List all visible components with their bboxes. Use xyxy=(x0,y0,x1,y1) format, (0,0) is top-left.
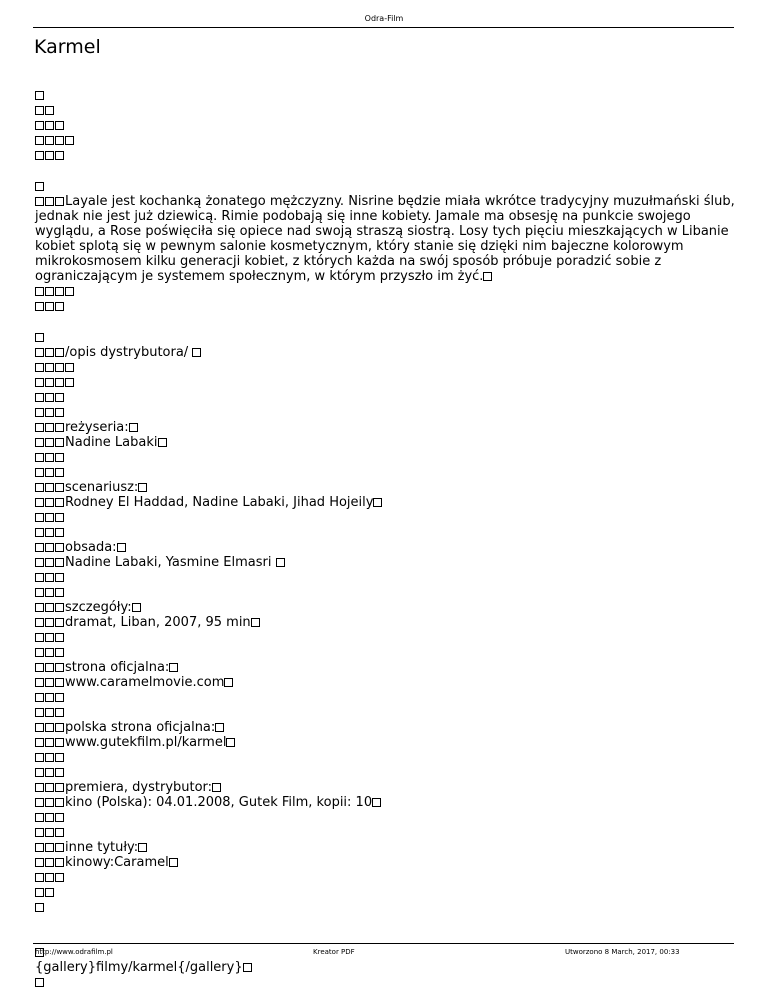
missing-glyph-icon xyxy=(45,378,54,387)
text-line xyxy=(35,690,735,705)
missing-glyph-icon xyxy=(45,663,54,672)
missing-glyph-icon xyxy=(45,423,54,432)
missing-glyph-icon xyxy=(45,498,54,507)
text-line xyxy=(35,825,735,840)
missing-glyph-icon xyxy=(35,393,44,402)
missing-glyph-icon xyxy=(65,378,74,387)
line-text: premiera, dystrybutor: xyxy=(65,780,213,795)
footer-generator: Kreator PDF xyxy=(313,948,355,956)
missing-glyph-icon xyxy=(212,783,221,792)
missing-glyph-icon xyxy=(45,151,54,160)
line-text: szczegóły: xyxy=(65,600,132,615)
missing-glyph-icon xyxy=(45,678,54,687)
text-line xyxy=(35,390,735,405)
missing-glyph-icon xyxy=(55,197,64,206)
missing-glyph-icon xyxy=(55,798,64,807)
page-title: Karmel xyxy=(34,36,101,58)
text-line xyxy=(35,450,735,465)
missing-glyph-icon xyxy=(65,287,74,296)
missing-glyph-icon xyxy=(55,573,64,582)
missing-glyph-icon xyxy=(45,453,54,462)
line-text: dramat, Liban, 2007, 95 min xyxy=(65,615,251,630)
missing-glyph-icon xyxy=(55,783,64,792)
text-line xyxy=(35,735,735,750)
missing-glyph-icon xyxy=(35,513,44,522)
missing-glyph-icon xyxy=(45,843,54,852)
missing-glyph-icon xyxy=(45,768,54,777)
missing-glyph-icon xyxy=(55,438,64,447)
text-line xyxy=(35,375,735,390)
missing-glyph-icon xyxy=(35,573,44,582)
text-line xyxy=(35,525,735,540)
missing-glyph-icon xyxy=(243,963,252,972)
missing-glyph-icon xyxy=(35,197,44,206)
text-line xyxy=(35,179,735,194)
text-line xyxy=(35,645,735,660)
line-text: www.gutekfilm.pl/karmel xyxy=(65,735,227,750)
missing-glyph-icon xyxy=(35,858,44,867)
missing-glyph-icon xyxy=(35,663,44,672)
line-text: www.caramelmovie.com xyxy=(65,675,225,690)
missing-glyph-icon xyxy=(169,858,178,867)
text-line xyxy=(35,284,735,299)
missing-glyph-icon xyxy=(45,783,54,792)
missing-glyph-icon xyxy=(35,302,44,311)
text-line xyxy=(35,495,735,510)
text-line xyxy=(35,465,735,480)
text-line xyxy=(35,570,735,585)
missing-glyph-icon xyxy=(251,618,260,627)
missing-glyph-icon xyxy=(55,828,64,837)
missing-glyph-icon xyxy=(55,408,64,417)
missing-glyph-icon xyxy=(35,588,44,597)
missing-glyph-icon xyxy=(45,408,54,417)
missing-glyph-icon xyxy=(35,753,44,762)
missing-glyph-icon xyxy=(45,813,54,822)
line-text: Layale jest kochanką żonatego mężczyzny. Nisrine będzie miała wkrótce tradycyjny muzułmański ślub, jednak nie jest już dziewicą. Rimie podobają się inne kobiety. Jamale ma obsesję na punkcie swojego wyglądu, a Rose poświęciła się opiece nad swoją straszą siostrą. Losy tych pięciu mieszkających w Libanie kobiet splotą się w pewnym salonie kosmetycznym, który stanie się dzięki nim bajeczne kolorowym mikrokosmosem kilku generacji kobiet, z których każda na swój sposób próbuje poradzić sobie z ograniczającym je systemem społecznym, w którym przyszło im żyć. xyxy=(35,194,735,284)
text-line xyxy=(35,720,735,735)
missing-glyph-icon xyxy=(35,287,44,296)
missing-glyph-icon xyxy=(55,858,64,867)
text-line xyxy=(35,900,735,915)
line-text: kinowy:Caramel xyxy=(65,855,169,870)
footer-created: Utworzono 8 March, 2017, 00:33 xyxy=(565,948,680,956)
text-line xyxy=(35,345,735,360)
text-line xyxy=(35,885,735,900)
missing-glyph-icon xyxy=(35,783,44,792)
missing-glyph-icon xyxy=(55,633,64,642)
missing-glyph-icon xyxy=(55,723,64,732)
missing-glyph-icon xyxy=(138,843,147,852)
missing-glyph-icon xyxy=(45,438,54,447)
missing-glyph-icon xyxy=(35,182,44,191)
missing-glyph-icon xyxy=(55,648,64,657)
paragraph-spacer xyxy=(35,163,735,179)
missing-glyph-icon xyxy=(35,106,44,115)
missing-glyph-icon xyxy=(45,528,54,537)
missing-glyph-icon xyxy=(55,618,64,627)
missing-glyph-icon xyxy=(45,363,54,372)
missing-glyph-icon xyxy=(117,543,126,552)
missing-glyph-icon xyxy=(45,197,54,206)
missing-glyph-icon xyxy=(55,287,64,296)
line-text: {gallery}filmy/karmel{/gallery} xyxy=(35,960,243,975)
missing-glyph-icon xyxy=(45,513,54,522)
text-line xyxy=(35,420,735,435)
missing-glyph-icon xyxy=(45,348,54,357)
missing-glyph-icon xyxy=(45,393,54,402)
missing-glyph-icon xyxy=(45,287,54,296)
missing-glyph-icon xyxy=(35,648,44,657)
footer-divider xyxy=(33,943,734,944)
text-line xyxy=(35,660,735,675)
missing-glyph-icon xyxy=(35,378,44,387)
missing-glyph-icon xyxy=(35,423,44,432)
missing-glyph-icon xyxy=(55,843,64,852)
missing-glyph-icon xyxy=(35,798,44,807)
missing-glyph-icon xyxy=(45,483,54,492)
missing-glyph-icon xyxy=(55,348,64,357)
line-text: Nadine Labaki, Yasmine Elmasri xyxy=(65,555,276,570)
text-line xyxy=(35,855,735,870)
missing-glyph-icon xyxy=(35,678,44,687)
missing-glyph-icon xyxy=(35,438,44,447)
missing-glyph-icon xyxy=(35,723,44,732)
text-line xyxy=(35,975,735,990)
text-line xyxy=(35,148,735,163)
missing-glyph-icon xyxy=(35,498,44,507)
missing-glyph-icon xyxy=(192,348,201,357)
text-line xyxy=(35,795,735,810)
missing-glyph-icon xyxy=(45,828,54,837)
missing-glyph-icon xyxy=(45,136,54,145)
text-line xyxy=(35,705,735,720)
missing-glyph-icon xyxy=(55,558,64,567)
text-line xyxy=(35,750,735,765)
missing-glyph-icon xyxy=(35,453,44,462)
missing-glyph-icon xyxy=(55,393,64,402)
line-text: reżyseria: xyxy=(65,420,129,435)
missing-glyph-icon xyxy=(35,363,44,372)
text-line xyxy=(35,435,735,450)
missing-glyph-icon xyxy=(55,483,64,492)
missing-glyph-icon xyxy=(55,513,64,522)
missing-glyph-icon xyxy=(158,438,167,447)
missing-glyph-icon xyxy=(45,723,54,732)
missing-glyph-icon xyxy=(55,678,64,687)
missing-glyph-icon xyxy=(55,498,64,507)
text-line xyxy=(35,480,735,495)
missing-glyph-icon xyxy=(35,543,44,552)
text-line xyxy=(35,405,735,420)
missing-glyph-icon xyxy=(65,363,74,372)
missing-glyph-icon xyxy=(45,798,54,807)
text-line xyxy=(35,600,735,615)
missing-glyph-icon xyxy=(45,873,54,882)
missing-glyph-icon xyxy=(35,873,44,882)
line-text: inne tytuły: xyxy=(65,840,139,855)
missing-glyph-icon xyxy=(55,378,64,387)
missing-glyph-icon xyxy=(35,408,44,417)
missing-glyph-icon xyxy=(35,348,44,357)
paragraph-spacer xyxy=(35,915,735,945)
missing-glyph-icon xyxy=(35,813,44,822)
text-line xyxy=(35,555,735,570)
missing-glyph-icon xyxy=(35,603,44,612)
missing-glyph-icon xyxy=(35,483,44,492)
missing-glyph-icon xyxy=(45,588,54,597)
missing-glyph-icon xyxy=(35,828,44,837)
missing-glyph-icon xyxy=(132,603,141,612)
text-line xyxy=(35,360,735,375)
text-line xyxy=(35,133,735,148)
missing-glyph-icon xyxy=(169,663,178,672)
missing-glyph-icon xyxy=(35,843,44,852)
missing-glyph-icon xyxy=(45,302,54,311)
missing-glyph-icon xyxy=(35,136,44,145)
missing-glyph-icon xyxy=(226,738,235,747)
missing-glyph-icon xyxy=(45,543,54,552)
text-line xyxy=(35,780,735,795)
missing-glyph-icon xyxy=(55,663,64,672)
missing-glyph-icon xyxy=(55,873,64,882)
missing-glyph-icon xyxy=(55,588,64,597)
missing-glyph-icon xyxy=(55,136,64,145)
missing-glyph-icon xyxy=(35,693,44,702)
missing-glyph-icon xyxy=(372,798,381,807)
missing-glyph-icon xyxy=(45,121,54,130)
header-divider xyxy=(33,27,734,28)
missing-glyph-icon xyxy=(55,468,64,477)
text-line xyxy=(35,118,735,133)
missing-glyph-icon xyxy=(55,738,64,747)
missing-glyph-icon xyxy=(224,678,233,687)
missing-glyph-icon xyxy=(55,151,64,160)
missing-glyph-icon xyxy=(55,302,64,311)
missing-glyph-icon xyxy=(35,558,44,567)
missing-glyph-icon xyxy=(55,753,64,762)
missing-glyph-icon xyxy=(215,723,224,732)
missing-glyph-icon xyxy=(35,978,44,987)
missing-glyph-icon xyxy=(55,121,64,130)
missing-glyph-icon xyxy=(55,708,64,717)
text-line xyxy=(35,765,735,780)
line-text: /opis dystrybutora/ xyxy=(65,345,193,360)
text-line xyxy=(35,510,735,525)
line-text: kino (Polska): 04.01.2008, Gutek Film, kopii: 10 xyxy=(65,795,373,810)
missing-glyph-icon xyxy=(35,633,44,642)
missing-glyph-icon xyxy=(35,468,44,477)
missing-glyph-icon xyxy=(45,708,54,717)
missing-glyph-icon xyxy=(45,753,54,762)
paragraph-spacer xyxy=(35,314,735,330)
missing-glyph-icon xyxy=(138,483,147,492)
line-text: obsada: xyxy=(65,540,117,555)
line-text: strona oficjalna: xyxy=(65,660,170,675)
missing-glyph-icon xyxy=(35,151,44,160)
missing-glyph-icon xyxy=(35,618,44,627)
missing-glyph-icon xyxy=(45,888,54,897)
missing-glyph-icon xyxy=(45,738,54,747)
line-text: Rodney El Haddad, Nadine Labaki, Jihad Hojeily xyxy=(65,495,374,510)
text-line xyxy=(35,540,735,555)
missing-glyph-icon xyxy=(35,738,44,747)
text-line xyxy=(35,88,735,103)
text-line xyxy=(35,675,735,690)
text-line xyxy=(35,330,735,345)
missing-glyph-icon xyxy=(55,423,64,432)
missing-glyph-icon xyxy=(55,603,64,612)
missing-glyph-icon xyxy=(55,528,64,537)
text-line xyxy=(35,870,735,885)
document-header: Odra-Film xyxy=(364,14,404,23)
missing-glyph-icon xyxy=(35,121,44,130)
missing-glyph-icon xyxy=(276,558,285,567)
missing-glyph-icon xyxy=(45,648,54,657)
text-line xyxy=(35,630,735,645)
missing-glyph-icon xyxy=(55,453,64,462)
line-text: scenariusz: xyxy=(65,480,139,495)
missing-glyph-icon xyxy=(35,528,44,537)
synopsis-paragraph xyxy=(35,194,735,284)
missing-glyph-icon xyxy=(373,498,382,507)
article-body xyxy=(35,88,735,990)
text-line xyxy=(35,585,735,600)
missing-glyph-icon xyxy=(55,813,64,822)
missing-glyph-icon xyxy=(55,768,64,777)
missing-glyph-icon xyxy=(45,858,54,867)
missing-glyph-icon xyxy=(45,633,54,642)
missing-glyph-icon xyxy=(35,708,44,717)
missing-glyph-icon xyxy=(483,272,492,281)
missing-glyph-icon xyxy=(45,558,54,567)
footer-url: http://www.odrafilm.pl xyxy=(35,948,113,956)
line-text: polska strona oficjalna: xyxy=(65,720,216,735)
missing-glyph-icon xyxy=(55,543,64,552)
line-text: Nadine Labaki xyxy=(65,435,158,450)
text-line xyxy=(35,960,735,975)
text-line xyxy=(35,103,735,118)
missing-glyph-icon xyxy=(55,363,64,372)
text-line xyxy=(35,615,735,630)
missing-glyph-icon xyxy=(35,333,44,342)
missing-glyph-icon xyxy=(45,106,54,115)
missing-glyph-icon xyxy=(65,136,74,145)
text-line xyxy=(35,299,735,314)
missing-glyph-icon xyxy=(35,903,44,912)
missing-glyph-icon xyxy=(35,888,44,897)
missing-glyph-icon xyxy=(45,573,54,582)
missing-glyph-icon xyxy=(45,618,54,627)
missing-glyph-icon xyxy=(55,693,64,702)
text-line xyxy=(35,810,735,825)
text-line xyxy=(35,840,735,855)
missing-glyph-icon xyxy=(45,603,54,612)
missing-glyph-icon xyxy=(45,468,54,477)
missing-glyph-icon xyxy=(35,768,44,777)
missing-glyph-icon xyxy=(45,693,54,702)
missing-glyph-icon xyxy=(129,423,138,432)
missing-glyph-icon xyxy=(35,91,44,100)
